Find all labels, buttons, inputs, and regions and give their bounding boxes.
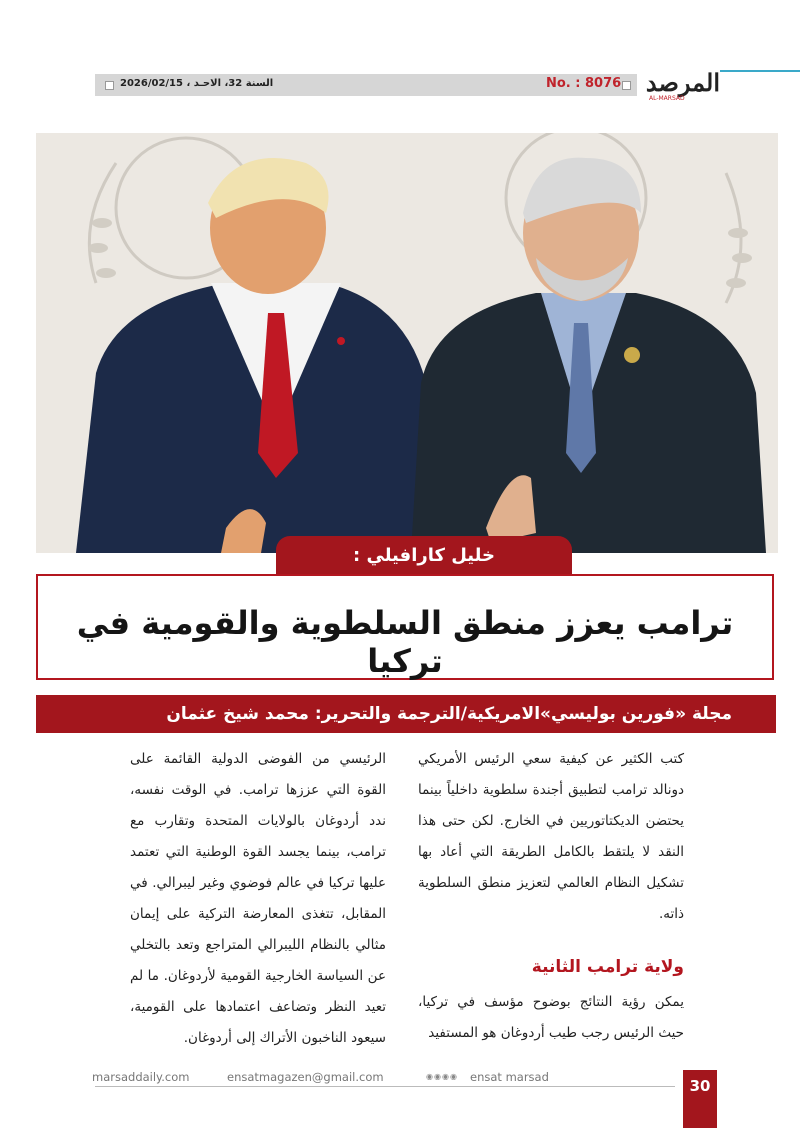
issue-date: السنة 32، الاحـد ، 2026/02/15: [120, 78, 274, 89]
page-number: 30: [683, 1070, 717, 1128]
footer-social-name: ensat marsad: [470, 1070, 549, 1084]
author-tab: خليل كارافيلي :: [276, 536, 572, 576]
header-square-icon: [622, 81, 631, 90]
issue-number: No. : 8076: [546, 76, 622, 91]
logo-arabic-text: المرصد: [645, 68, 720, 97]
paragraph: كتب الكثير عن كيفية سعي الرئيس الأمريكي دونالد ترامب لتطبيق أجندة سلطوية داخلياً بينما يحتضن الديكتاتوريين في الخارج. لكن حتى هذا النقد لا يلتقط بالكامل الطريقة التي أعاد بها تشكيل النظام العالمي لتعزيز منطق السلطوية ذاته.: [418, 751, 684, 922]
subheading: ولاية ترامب الثانية: [531, 957, 684, 977]
lead-photo-illustration: [36, 133, 778, 553]
footer-website-link[interactable]: marsaddaily.com: [92, 1070, 190, 1084]
social-icons: ◉◉◉◉: [426, 1072, 458, 1081]
article-column-right: [418, 744, 684, 1049]
article-column-left: [130, 744, 386, 1054]
headline-box: [36, 574, 774, 680]
paragraph: يمكن رؤية النتائج بوضوح مؤسف في تركيا، حيث الرئيس رجب طيب أردوغان هو المستفيد: [418, 994, 684, 1041]
header-square-icon: [105, 81, 114, 90]
source-credit-bar: مجلة «فورين بوليسي»الامريكية/الترجمة والتحرير: محمد شيخ عثمان: [36, 695, 776, 733]
top-accent-line: [720, 70, 800, 72]
headline: ترامب يعزز منطق السلطوية والقومية في تركيا: [76, 604, 734, 680]
footer-email-link[interactable]: ensatmagazen@gmail.com: [227, 1070, 384, 1084]
publication-logo: [645, 70, 720, 106]
lead-photo: [36, 133, 778, 553]
paragraph: الرئيسي من الفوضى الدولية القائمة على القوة التي عززها ترامب. في الوقت نفسه، ندد أردوغان بالولايات المتحدة وتقارب مع ترامب، بينما يجسد القوة الوطنية التي تعتمد عليها تركيا في عالم فوضوي وغير ليبرالي. في المقابل، تتغذى المعارضة التركية على إيمان مثالي بالنظام الليبرالي المتراجع وتعد بالتخلي عن السياسة الخارجية القومية لأردوغان. ما لم تعيد النظر وتضاعف اعتمادها على القومية، سيعود الناخبون الأتراك إلى أردوغان.: [130, 751, 386, 1046]
logo-english-text: AL-MARSAD: [649, 95, 685, 102]
footer-divider: [95, 1086, 675, 1087]
